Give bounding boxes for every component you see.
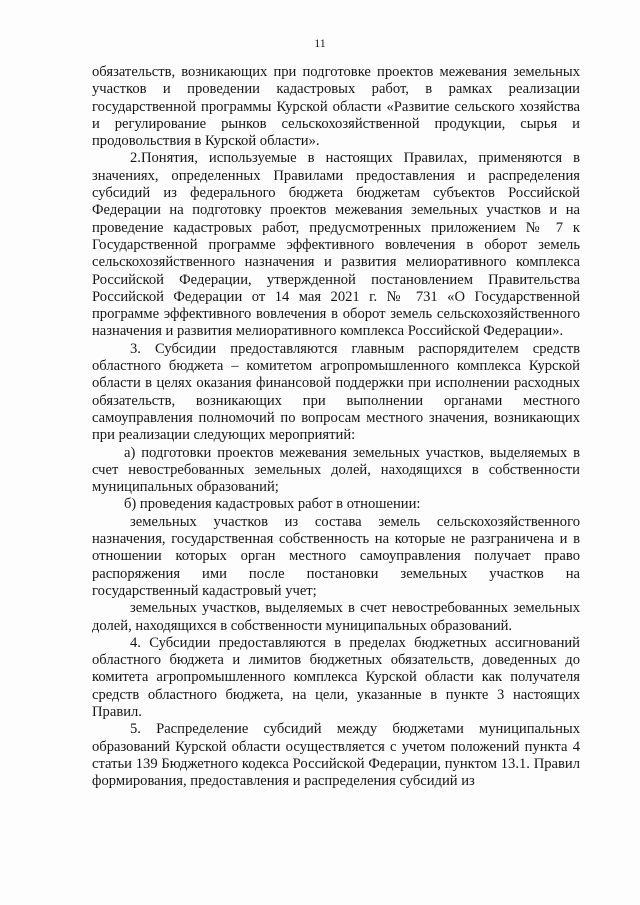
paragraph-4-budget-limits: 4. Субсидии предоставляются в пределах бюджетных ассигнований областного бюджета и лимитов бюджетных обязательств, доведенных до комитета агропромышленного комплекса Курской области как получателя средств областного бюджета, на цели, указанные в пункте 3 настоящих Правил. [92,634,580,720]
paragraph-3b-item-1: земельных участков из состава земель сельскохозяйственного назначения, государственная собственность на которые не разграничена и в отношении которых орган местного самоуправления получает право распоряжения ими после постановки земельных участков на государственный кадастровый учет; [92,513,580,599]
paragraph-continuation: обязательств, возникающих при подготовке проектов межевания земельных участков и проведении кадастровых работ, в рамках реализации государственной программы Курской области «Развитие сельского хозяйства и регулирование рынков сельскохозяйственной продукции, сырья и продовольствия в Курской области». [92,64,580,150]
paragraph-2-definitions: 2.Понятия, используемые в настоящих Правилах, применяются в значениях, определенных Правилами предоставления и распределения субсидий из федерального бюджета бюджетам субъектов Российской Федерации на подготовку проектов межевания земельных участков и на проведение кадастровых работ, предусмотренных приложением № 7 к Государственной программе эффективного вовлечения в оборот земель сельскохозяйственного назначения и развития мелиоративного комплекса Российской Федерации, утвержденной постановлением Правительства Российской Федерации от 14 мая 2021 г. № 731 «О Государственной программе эффективного вовлечения в оборот земель сельскохозяйственного назначения и развития мелиоративного комплекса Российской Федерации». [92,150,580,340]
paragraph-3b-item-2: земельных участков, выделяемых в счет невостребованных земельных долей, находящихся в собственности муниципальных образований. [92,600,580,634]
paragraph-3-subsidies: 3. Субсидии предоставляются главным распорядителем средств областного бюджета – комитетом агропромышленного комплекса Курской области в целях оказания финансовой поддержки при исполнении расходных обязательств, возникающих при выполнении органами местного самоуправления полномочий по вопросам местного значения, возникающих при реализации следующих мероприятий: [92,340,580,444]
page-number: 11 [314,36,326,50]
paragraph-3a-land-survey: а) подготовки проектов межевания земельных участков, выделяемых в счет невостребованных земельных долей, находящихся в собственности муниципальных образований; [92,444,580,496]
document-body [92,64,580,790]
paragraph-3b-cadastral-works: б) проведения кадастровых работ в отношении: [124,496,421,513]
paragraph-5-distribution: 5. Распределение субсидий между бюджетами муниципальных образований Курской области осуществляется с учетом положений пункта 4 статьи 139 Бюджетного кодекса Российской Федерации, пунктом 13.1. Правил формирования, предоставления и распределения субсидий из [92,721,580,790]
